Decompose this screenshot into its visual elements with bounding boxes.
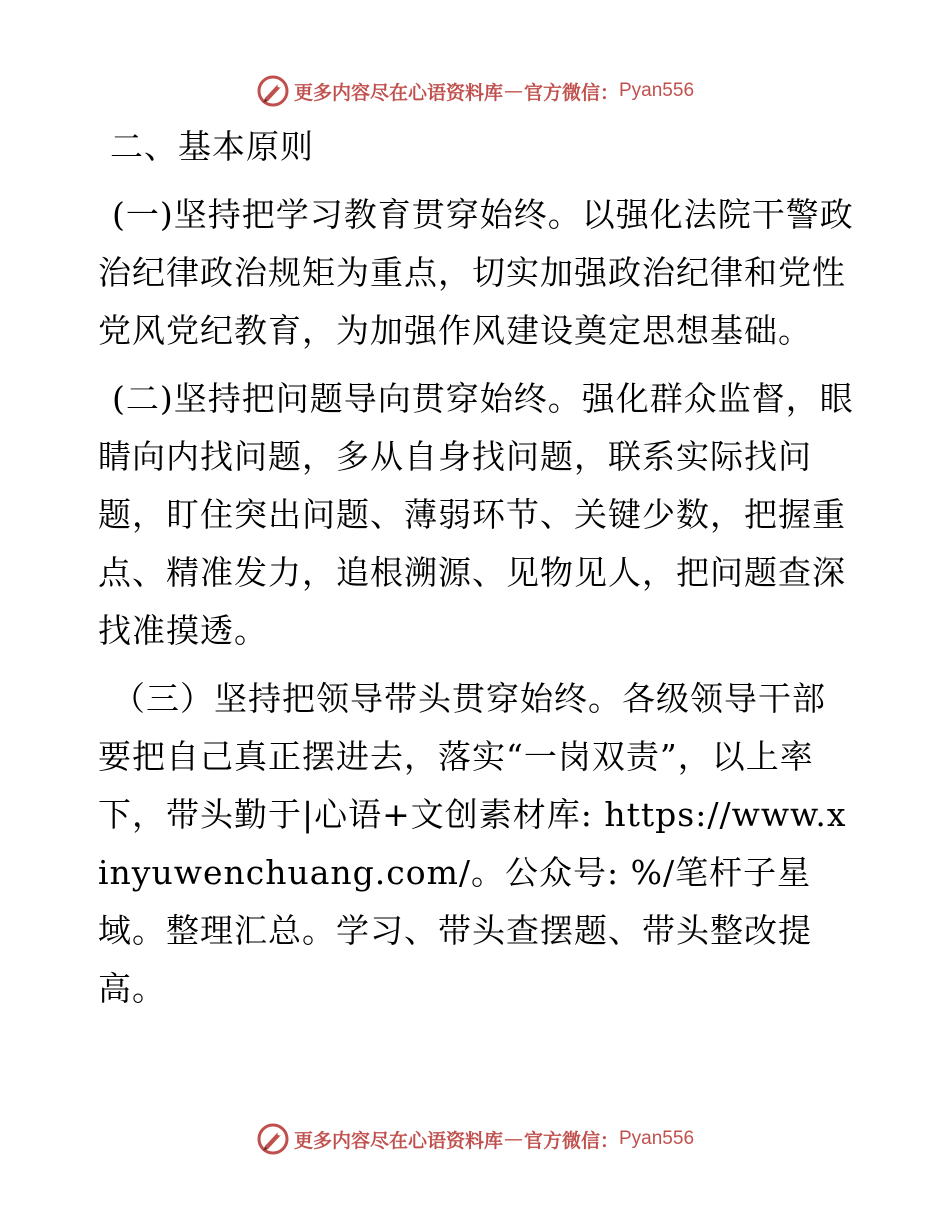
header-watermark-banner bbox=[0, 71, 950, 111]
paragraph-1: (一)坚持把学习教育贯穿始终。以强化法院干警政治纪律政治规矩为重点，切实加强政治纪律和党性党风党纪教育，为加强作风建设奠定思想基础。 bbox=[98, 195, 854, 350]
pen-logo-icon bbox=[256, 1122, 290, 1156]
section-heading: 二、基本原则 bbox=[110, 127, 314, 166]
banner-dash: — bbox=[503, 1128, 523, 1150]
paragraph-2: (二)坚持把问题导向贯穿始终。强化群众监督，眼睛向内找问题，多从自身找问题，联系实际找问题，盯住突出问题、薄弱环节、关键少数，把握重点、精准发力，追根溯源、见物见人，把问题查深找准摸透。 bbox=[98, 379, 854, 650]
banner-dash: — bbox=[503, 80, 523, 102]
banner-wechat-label: 官方微信： bbox=[523, 81, 619, 104]
paragraph-3: （三）坚持把领导带头贯穿始终。各级领导干部要把自己真正摆进去，落实“一岗双责”，以上率下，带头勤于|心语+文创素材库: https://www.xinyuwenchuang.com/。公众号: %/笔杆子星域。整理汇总。学习、带头查摆题、带头整改提高。 bbox=[98, 679, 847, 1008]
banner-main-text: 更多内容尽在心语资料库 bbox=[293, 81, 503, 104]
banner-wechat-id: Pyan556 bbox=[619, 1128, 695, 1149]
footer-watermark-banner bbox=[0, 1119, 950, 1159]
banner-main-text: 更多内容尽在心语资料库 bbox=[293, 1129, 503, 1152]
banner-wechat-id: Pyan556 bbox=[619, 80, 695, 101]
document-body bbox=[98, 118, 858, 1028]
pen-logo-icon bbox=[256, 74, 290, 108]
banner-wechat-label: 官方微信： bbox=[523, 1129, 619, 1152]
